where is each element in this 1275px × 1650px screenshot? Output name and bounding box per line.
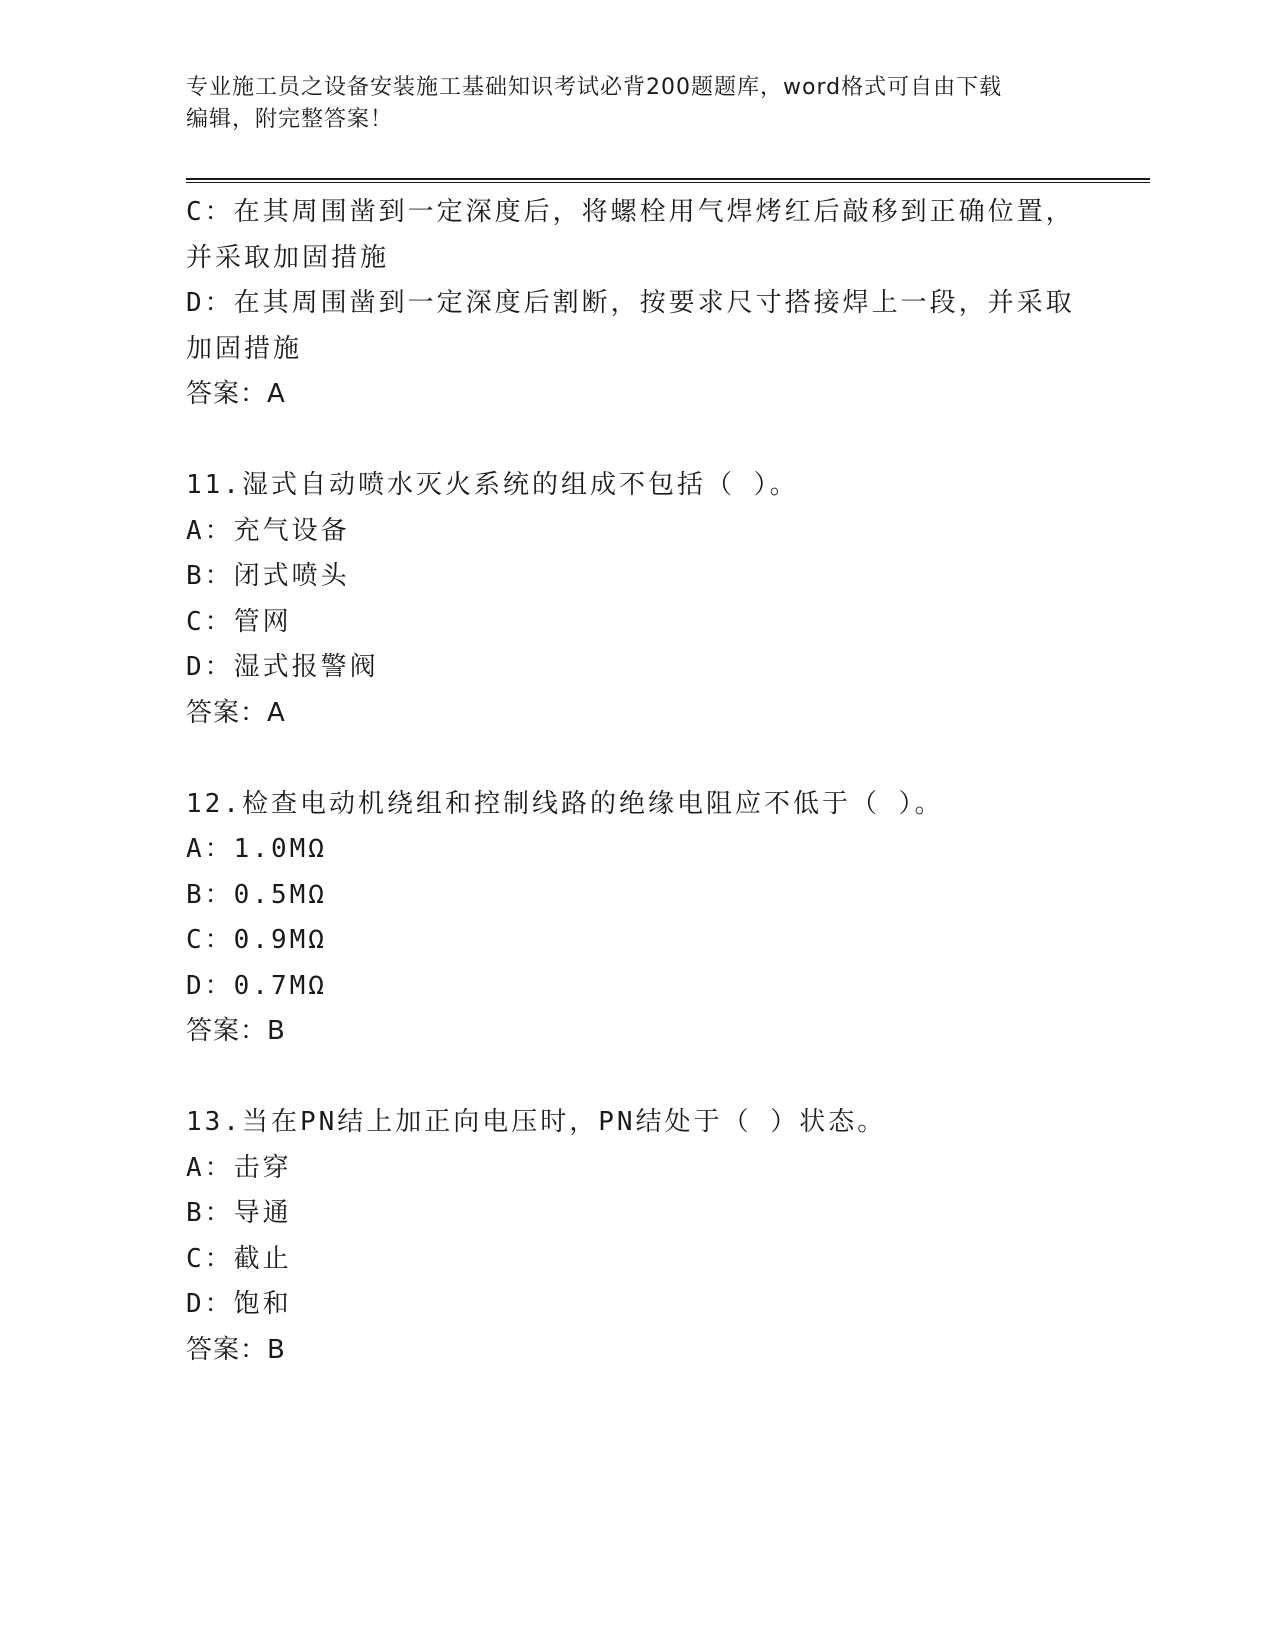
header-divider-thick	[186, 178, 1150, 180]
q12-answer: 答案：B	[186, 1016, 286, 1046]
q12-option-b: B：0.5MΩ	[186, 879, 327, 910]
q11-option-b: B：闭式喷头	[186, 561, 350, 591]
question-12-block	[186, 782, 1086, 1055]
header-title-line-1: 专业施工员之设备安装施工基础知识考试必背200题题库，word格式可自由下载	[186, 75, 1003, 100]
q13-option-c: C：截止	[186, 1243, 292, 1274]
spacer	[186, 418, 1086, 464]
q10-answer: 答案：A	[186, 379, 286, 409]
q12-option-d: D：0.7MΩ	[186, 970, 327, 1001]
question-11-block	[186, 463, 1086, 736]
header-divider-thin	[186, 182, 1150, 183]
q13-answer: 答案：B	[186, 1334, 286, 1365]
document-header	[186, 72, 1086, 136]
question-list	[186, 190, 1086, 1373]
question-13-block	[186, 1100, 1086, 1373]
q12-question-text: 12.检查电动机绕组和控制线路的绝缘电阻应不低于（ ）。	[186, 788, 944, 819]
q13-question-text: 13.当在PN结上加正向电压时，PN结处于（ ）状态。	[186, 1107, 887, 1137]
q10-option-c-line-2: 并采取加固措施	[186, 242, 390, 273]
q10-option-d-line-2: 加固措施	[186, 333, 303, 364]
question-10-block	[186, 190, 1086, 418]
q13-option-b: B：导通	[186, 1198, 292, 1228]
q11-question-text: 11.湿式自动喷水灭火系统的组成不包括（ ）。	[186, 470, 799, 500]
q11-option-c: C：管网	[186, 606, 292, 637]
q13-option-d: D：饱和	[186, 1289, 292, 1319]
spacer	[186, 736, 1086, 782]
q12-option-c: C：0.9MΩ	[186, 925, 327, 955]
q11-answer: 答案：A	[186, 697, 286, 728]
q10-option-d-line-1: D：在其周围凿到一定深度后割断，按要求尺寸搭接焊上一段，并采取	[186, 288, 1075, 318]
spacer	[186, 1055, 1086, 1101]
q13-option-a: A：击穿	[186, 1152, 292, 1183]
q11-option-d: D：湿式报警阀	[186, 652, 379, 682]
q12-option-a: A：1.0MΩ	[186, 834, 327, 864]
q11-option-a: A：充气设备	[186, 515, 350, 546]
q10-option-c-line-1: C：在其周围凿到一定深度后，将螺栓用气焊烤红后敲移到正确位置，	[186, 197, 1075, 227]
header-title-line-2: 编辑，附完整答案！	[186, 107, 394, 132]
